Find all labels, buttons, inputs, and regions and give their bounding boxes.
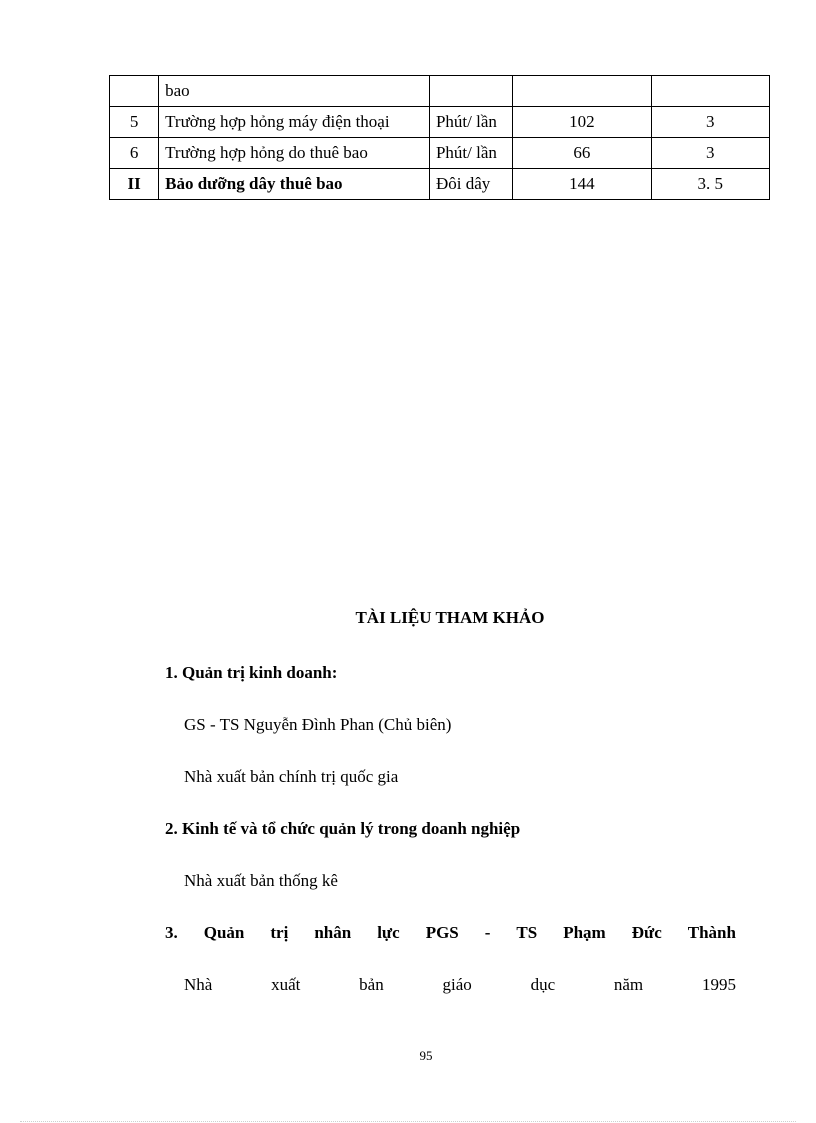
cell-value-2: 3 <box>651 107 769 138</box>
reference-1-publisher: Nhà xuất bản chính trị quốc gia <box>184 767 399 786</box>
word: giáo <box>442 975 472 994</box>
word: xuất <box>271 975 301 994</box>
word: trị <box>270 923 289 942</box>
word: PGS <box>425 923 459 942</box>
reference-3-heading <box>165 921 736 945</box>
page-number: 95 <box>419 1048 433 1063</box>
cell-unit: Phút/ lần <box>429 138 512 169</box>
cell-stt: 6 <box>110 138 159 169</box>
word: năm <box>613 975 644 994</box>
norms-table <box>109 75 770 200</box>
word: Đức <box>631 923 662 942</box>
word: nhân <box>314 923 352 942</box>
word: dục <box>530 975 556 994</box>
word: - <box>484 923 491 942</box>
cell-name: Trường hợp hỏng máy điện thoại <box>159 107 430 138</box>
cell-stt: II <box>110 169 159 200</box>
word: TS <box>516 923 538 942</box>
word: Phạm <box>563 923 606 942</box>
word: bản <box>359 975 384 994</box>
cell-unit: Phút/ lần <box>429 107 512 138</box>
page-bottom-rule <box>20 1121 796 1122</box>
cell-value-1: 102 <box>513 107 651 138</box>
cell-value-1: 66 <box>513 138 651 169</box>
cell-name: bao <box>159 76 430 107</box>
cell-name: Trường hợp hỏng do thuê bao <box>159 138 430 169</box>
reference-1-heading: 1. Quản trị kinh doanh: <box>165 663 338 682</box>
cell-stt <box>110 76 159 107</box>
cell-unit: Đôi dây <box>429 169 512 200</box>
table-body <box>110 76 770 200</box>
cell-name: Bảo dưỡng dây thuê bao <box>159 169 430 200</box>
cell-value-2: 3. 5 <box>651 169 769 200</box>
word: Thành <box>687 923 736 942</box>
reference-1-author: GS - TS Nguyễn Đình Phan (Chủ biên) <box>184 715 452 734</box>
reference-2-heading: 2. Kinh tế và tổ chức quản lý trong doanh nghiệp <box>165 819 521 838</box>
word: lực <box>377 923 400 942</box>
word: 1995 <box>701 975 736 994</box>
word: Nhà <box>184 975 213 994</box>
table-row <box>110 76 770 107</box>
cell-value-2 <box>651 76 769 107</box>
cell-value-1: 144 <box>513 169 651 200</box>
word: 3. <box>165 923 178 942</box>
cell-value-2: 3 <box>651 138 769 169</box>
reference-2-publisher: Nhà xuất bản thống kê <box>184 871 338 890</box>
word: Quản <box>203 923 245 942</box>
cell-stt: 5 <box>110 107 159 138</box>
table-row <box>110 138 770 169</box>
cell-value-1 <box>513 76 651 107</box>
table-row <box>110 169 770 200</box>
reference-3-publisher <box>184 973 736 997</box>
references-title: TÀI LIỆU THAM KHẢO <box>355 608 545 627</box>
cell-unit <box>429 76 512 107</box>
table-row <box>110 107 770 138</box>
